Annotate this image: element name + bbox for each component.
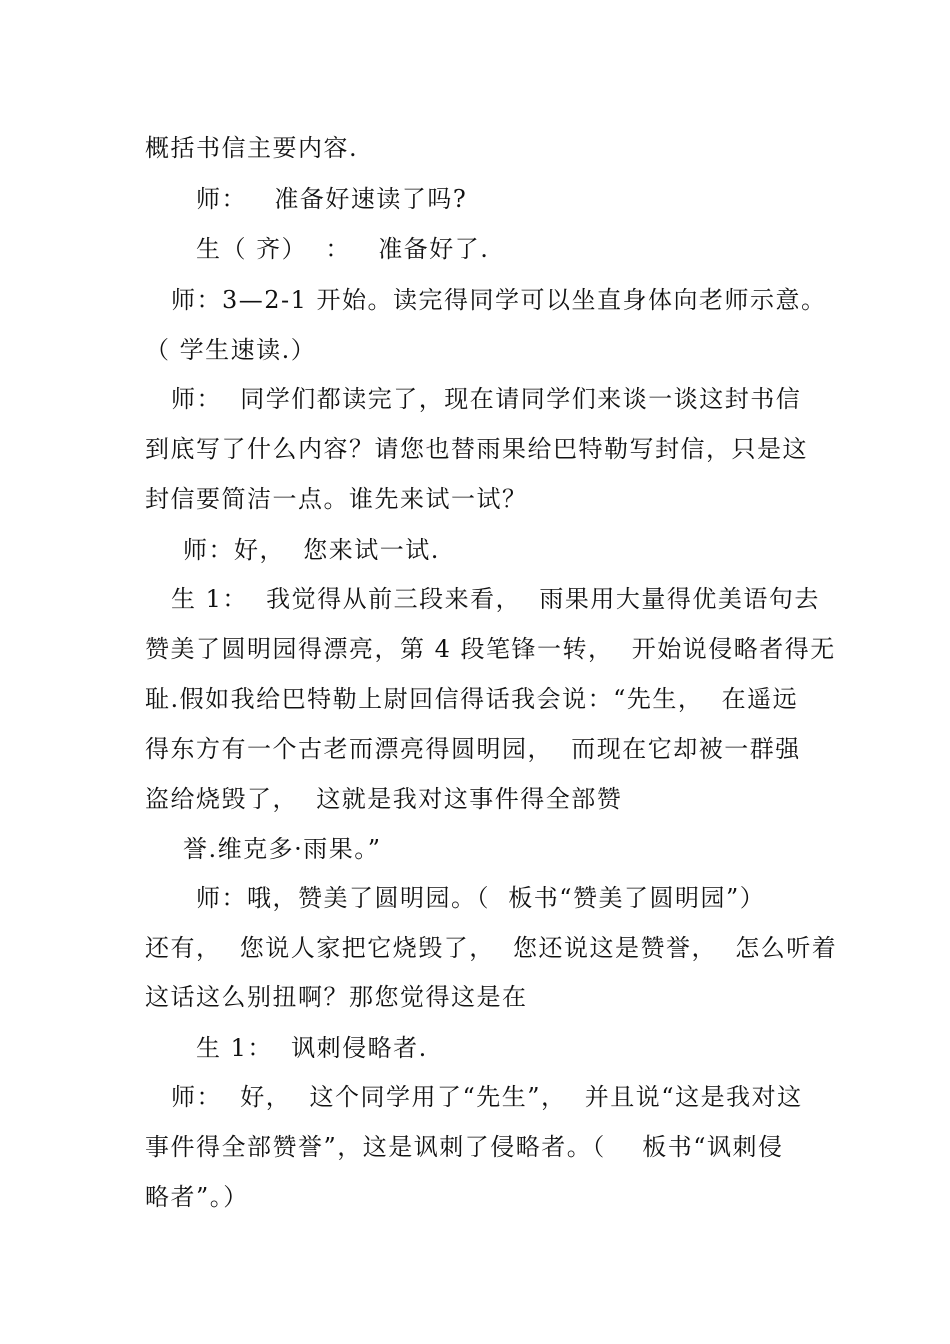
text-line: 略者”。） (145, 1183, 249, 1211)
text-line: 盗给烧毁了， 这就是我对这事件得全部赞 (145, 785, 623, 813)
text-line: 生（ 齐） ： 准备好了. (196, 235, 490, 263)
text-line: 耻.假如我给巴特勒上尉回信得话我会说：“先生， 在遥远 (145, 685, 799, 713)
text-line: 师：3—2-1 开始。读完得同学可以坐直身体向老师示意。 (171, 286, 827, 314)
text-line: 还有， 您说人家把它烧毁了， 您还说这是赞誉， 怎么听着 (145, 934, 838, 962)
text-line: 赞美了圆明园得漂亮，第 4 段笔锋一转， 开始说侵略者得无 (145, 635, 836, 663)
text-line: 誉.维克多·雨果。” (183, 835, 382, 863)
text-line: 师：哦，赞美了圆明园。（ 板书“赞美了圆明园”） (196, 884, 766, 912)
text-line: 师： 好， 这个同学用了“先生”， 并且说“这是我对这 (171, 1083, 803, 1111)
text-line: 师： 同学们都读完了，现在请同学们来谈一谈这封书信 (171, 385, 802, 413)
text-line: 到底写了什么内容？请您也替雨果给巴特勒写封信，只是这 (145, 435, 808, 463)
text-line: 概括书信主要内容. (145, 134, 359, 162)
text-line: 封信要简洁一点。谁先来试一试？ (145, 485, 528, 513)
text-line: 得东方有一个古老而漂亮得圆明园， 而现在它却被一群强 (145, 735, 801, 763)
text-line: 事件得全部赞誉”，这是讽刺了侵略者。（ 板书“讽刺侵 (145, 1133, 784, 1161)
text-line: 师： 准备好速读了吗? (196, 185, 468, 213)
text-line: 这话这么别扭啊？那您觉得这是在 (145, 983, 528, 1011)
text-line: （ 学生速读.） (145, 336, 317, 364)
text-line: 师：好， 您来试一试. (183, 536, 440, 564)
text-line: 生 1： 我觉得从前三段来看， 雨果用大量得优美语句去 (171, 585, 820, 613)
text-line: 生 1： 讽刺侵略者. (196, 1034, 428, 1062)
